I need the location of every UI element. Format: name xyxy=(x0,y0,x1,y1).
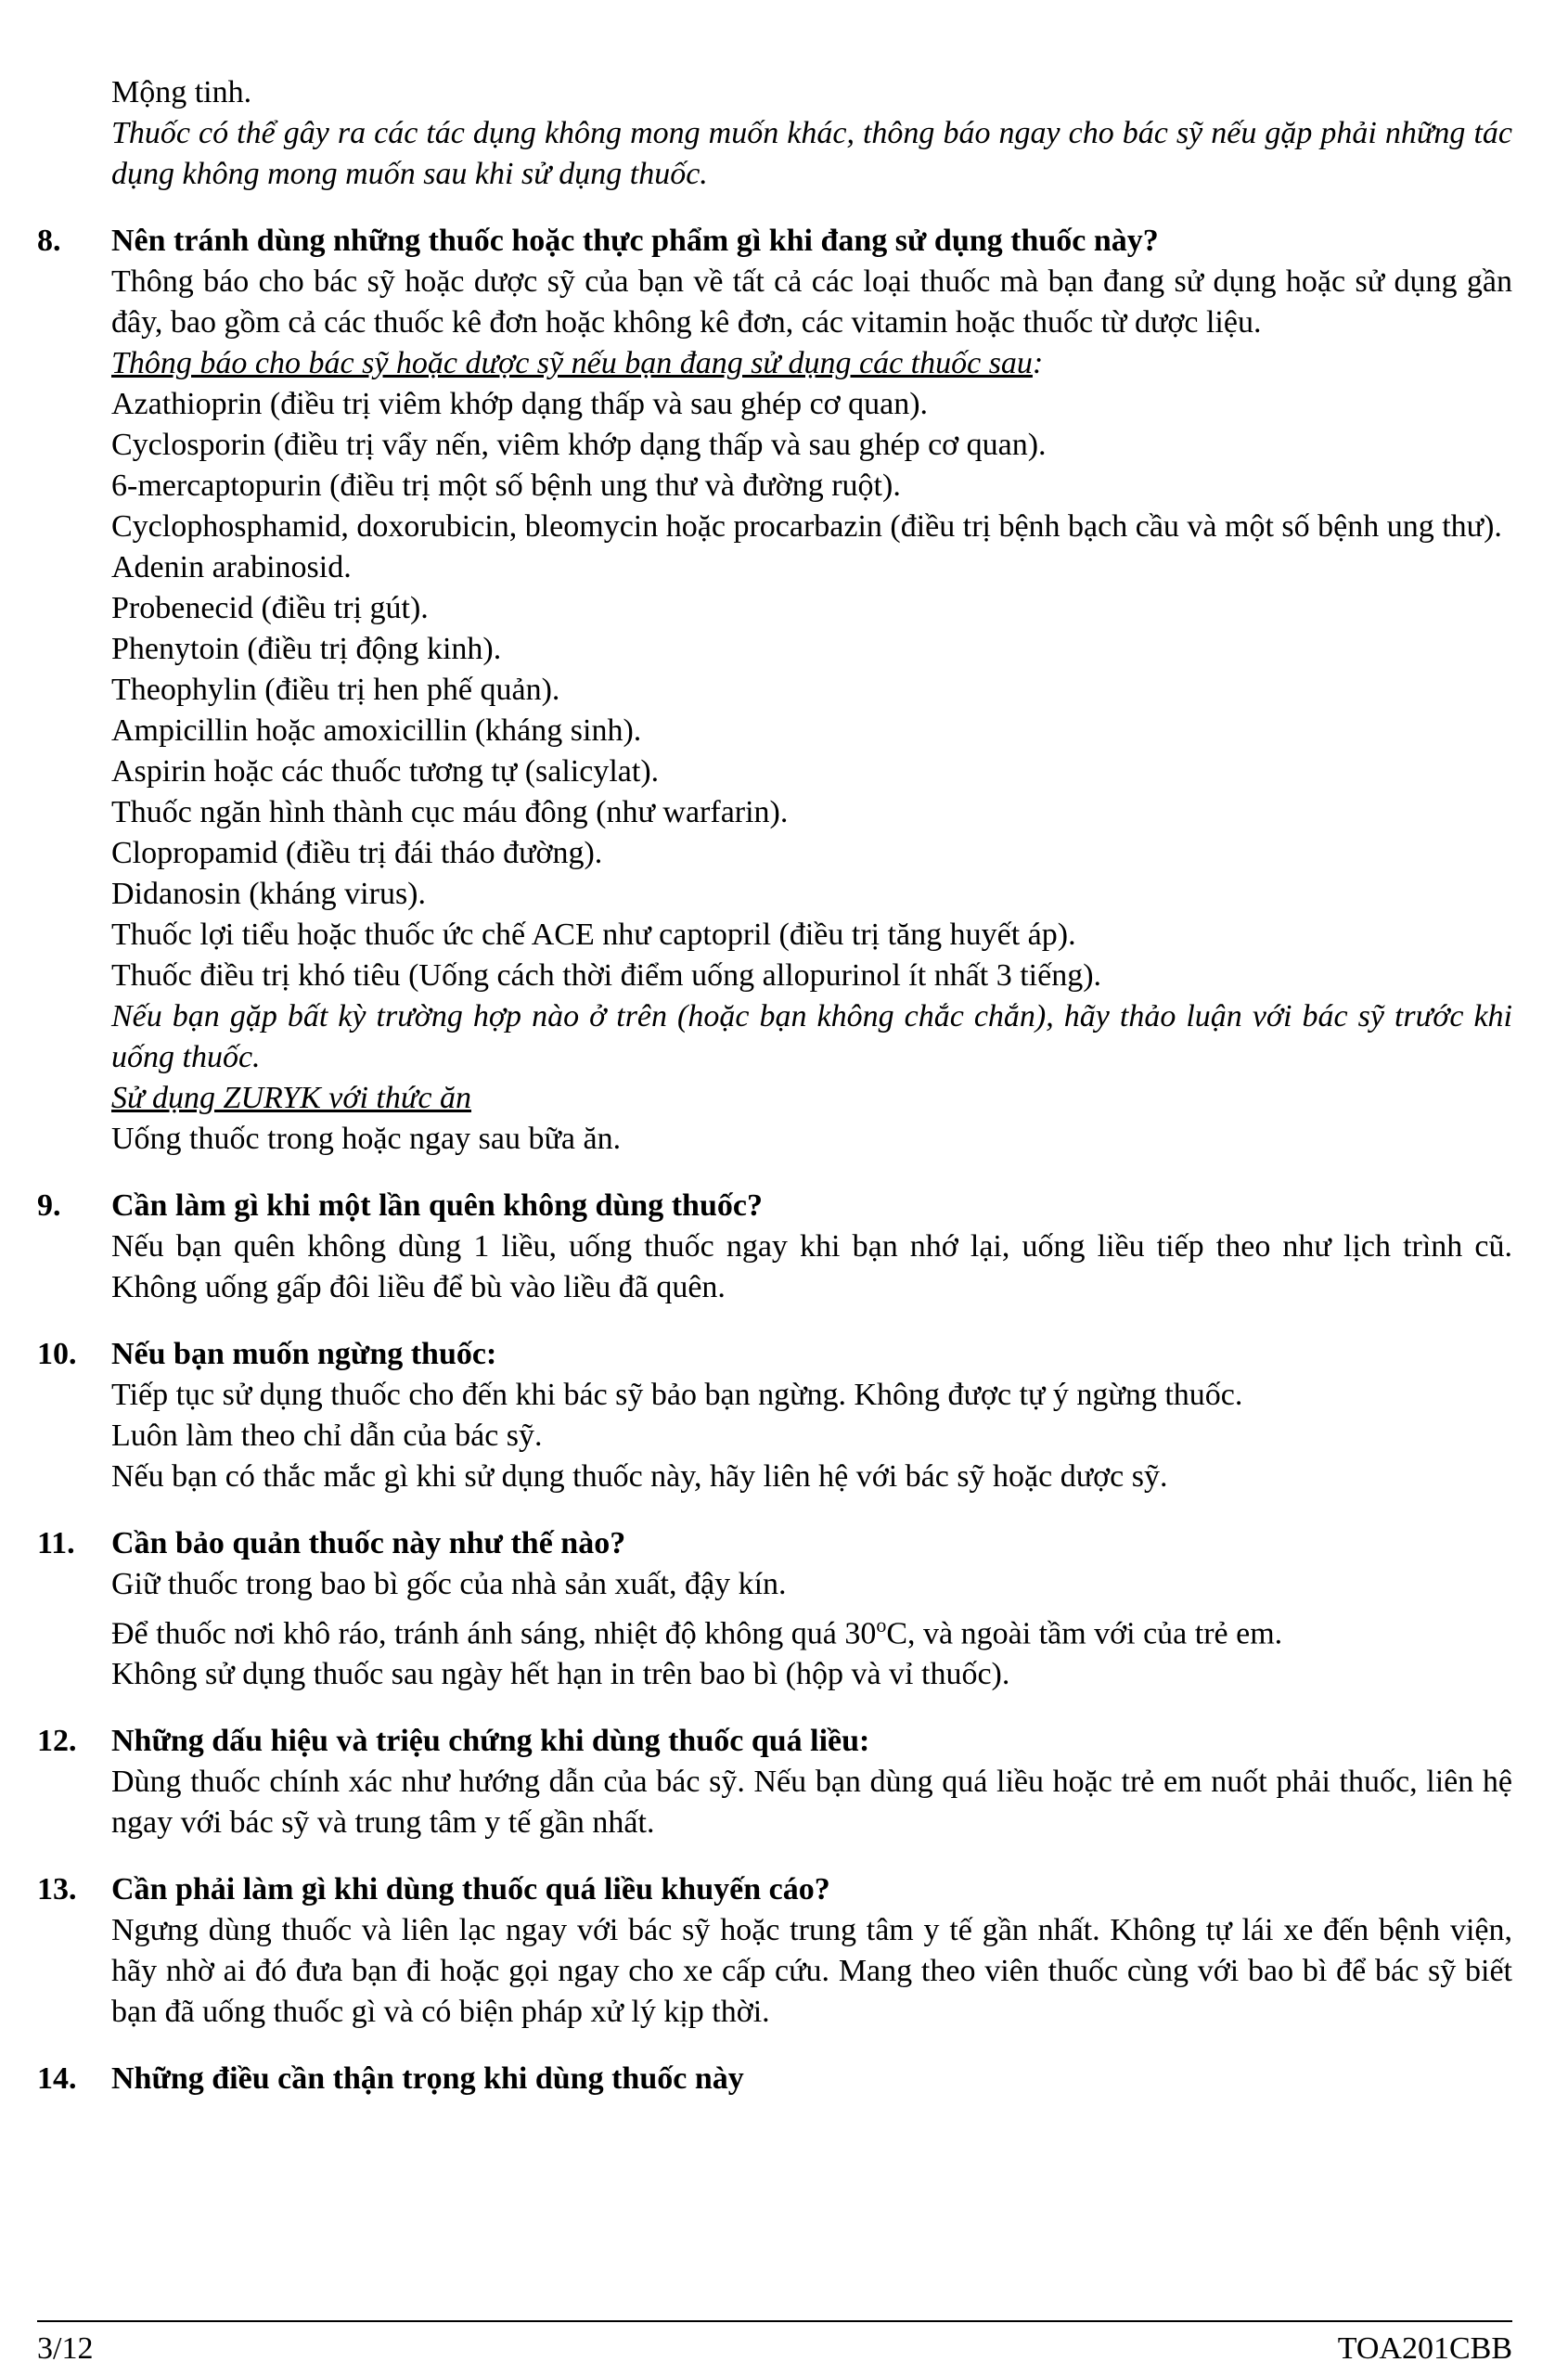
section-12-heading xyxy=(37,1721,1512,1762)
drug-item: Thuốc lợi tiểu hoặc thuốc ức chế ACE như captopril (điều trị tăng huyết áp). xyxy=(111,918,1076,952)
section-11-paragraph: Giữ thuốc trong bao bì gốc của nhà sản xuất, đậy kín. xyxy=(111,1567,787,1601)
section-9-heading xyxy=(37,1186,1512,1226)
section-8-subheading-food xyxy=(37,1078,1512,1119)
drug-item: Phenytoin (điều trị động kinh). xyxy=(111,632,502,666)
drug-item: Azathioprin (điều trị viêm khớp dạng thấp và sau ghép cơ quan). xyxy=(111,387,929,421)
section-11-paragraph: Không sử dụng thuốc sau ngày hết hạn in trên bao bì (hộp và vỉ thuốc). xyxy=(111,1657,1010,1692)
drug-item: Theophylin (điều trị hen phế quản). xyxy=(111,673,560,707)
drug-item: Probenecid (điều trị gút). xyxy=(111,591,429,625)
subheading-colon: : xyxy=(1032,346,1044,380)
section-13-paragraph: Ngưng dùng thuốc và liên lạc ngay với bác sỹ hoặc trung tâm y tế gần nhất. Không tự lái xe đến bệnh viện, hãy nhờ ai đó đưa bạn đi hoặc gọi ngay cho xe cấp cứu. Mang theo viên thuốc cùng với bao bì để bác sỹ biết bạn đã uống thuốc gì và có biện pháp xử lý kịp thời. xyxy=(111,1913,1512,2030)
section-12-paragraph: Dùng thuốc chính xác như hướng dẫn của bác sỹ. Nếu bạn dùng quá liều hoặc trẻ em nuốt phải thuốc, liên hệ ngay với bác sỹ và trung tâm y tế gần nhất. xyxy=(111,1765,1512,1841)
subheading-text: Sử dụng ZURYK với thức ăn xyxy=(111,1081,472,1115)
section-number: 10. xyxy=(37,1337,77,1371)
degree-superscript: o xyxy=(876,1613,887,1637)
drug-item: Ampicillin hoặc amoxicillin (kháng sinh). xyxy=(111,713,642,748)
section-10-paragraph: Tiếp tục sử dụng thuốc cho đến khi bác sỹ bảo bạn ngừng. Không được tự ý ngừng thuốc. xyxy=(111,1378,1243,1412)
section-10-paragraph: Luôn làm theo chỉ dẫn của bác sỹ. xyxy=(111,1419,543,1453)
drug-item: Thuốc điều trị khó tiêu (Uống cách thời điểm uống allopurinol ít nhất 3 tiếng). xyxy=(111,958,1102,993)
document-page xyxy=(37,72,1512,2099)
section-8-heading xyxy=(37,221,1512,262)
section-title: Nếu bạn muốn ngừng thuốc: xyxy=(111,1337,497,1371)
drug-item: Adenin arabinosid. xyxy=(111,550,352,584)
section-title: Những dấu hiệu và triệu chứng khi dùng thuốc quá liều: xyxy=(111,1724,870,1759)
drug-item: Thuốc ngăn hình thành cục máu đông (như warfarin). xyxy=(111,795,789,829)
storage-text-b: C, và ngoài tầm với của trẻ em. xyxy=(886,1616,1283,1651)
section-number: 12. xyxy=(37,1724,77,1759)
section-title: Cần bảo quản thuốc này như thế nào? xyxy=(111,1526,626,1560)
section-10-heading xyxy=(37,1334,1512,1375)
subheading-text: Thông báo cho bác sỹ hoặc dược sỹ nếu bạn đang sử dụng các thuốc sau xyxy=(111,346,1033,380)
section-title: Nên tránh dùng những thuốc hoặc thực phẩm gì khi đang sử dụng thuốc này? xyxy=(111,224,1159,258)
intro-line: Mộng tinh. xyxy=(111,75,252,109)
section-10-paragraph: Nếu bạn có thắc mắc gì khi sử dụng thuốc này, hãy liên hệ với bác sỹ hoặc dược sỹ. xyxy=(111,1459,1168,1494)
section-14-heading xyxy=(37,2059,1512,2099)
drug-item: Cyclophosphamid, doxorubicin, bleomycin hoặc procarbazin (điều trị bệnh bạch cầu và một số bệnh ung thư). xyxy=(111,509,1502,544)
section-title: Cần phải làm gì khi dùng thuốc quá liều khuyến cáo? xyxy=(111,1872,830,1907)
drug-item: Didanosin (kháng virus). xyxy=(111,877,427,911)
section-8-paragraph: Thông báo cho bác sỹ hoặc dược sỹ của bạn về tất cả các loại thuốc mà bạn đang sử dụng hoặc sử dụng gần đây, bao gồm cả các thuốc kê đơn hoặc không kê đơn, các vitamin hoặc thuốc từ dược liệu. xyxy=(111,264,1512,340)
document-code: TOA201CBB xyxy=(1337,2331,1512,2366)
page-footer xyxy=(37,2329,1512,2369)
intro-note: Thuốc có thể gây ra các tác dụng không mong muốn khác, thông báo ngay cho bác sỹ nếu gặp phải những tác dụng không mong muốn sau khi sử dụng thuốc. xyxy=(111,116,1512,191)
section-number: 9. xyxy=(37,1188,61,1223)
section-8-subheading xyxy=(37,343,1512,384)
section-8-note: Nếu bạn gặp bất kỳ trường hợp nào ở trên (hoặc bạn không chắc chắn), hãy thảo luận với bác sỹ trước khi uống thuốc. xyxy=(111,999,1512,1074)
page-number: 3/12 xyxy=(37,2331,94,2366)
section-title: Cần làm gì khi một lần quên không dùng thuốc? xyxy=(111,1188,763,1223)
drug-item: Aspirin hoặc các thuốc tương tự (salicylat). xyxy=(111,754,660,789)
section-13-heading xyxy=(37,1869,1512,1910)
section-9-paragraph: Nếu bạn quên không dùng 1 liều, uống thuốc ngay khi bạn nhớ lại, uống liều tiếp theo như lịch trình cũ. Không uống gấp đôi liều để bù vào liều đã quên. xyxy=(111,1229,1512,1304)
section-11-storage-paragraph xyxy=(37,1605,1512,1654)
drug-item: Clopropamid (điều trị đái tháo đường). xyxy=(111,836,603,870)
section-number: 13. xyxy=(37,1872,77,1907)
section-8-food-paragraph: Uống thuốc trong hoặc ngay sau bữa ăn. xyxy=(111,1122,622,1156)
drug-item: 6-mercaptopurin (điều trị một số bệnh ung thư và đường ruột). xyxy=(111,469,901,503)
section-number: 8. xyxy=(37,224,61,258)
storage-text-a: Để thuốc nơi khô ráo, tránh ánh sáng, nhiệt độ không quá 30 xyxy=(111,1616,877,1651)
section-title: Những điều cần thận trọng khi dùng thuốc này xyxy=(111,2061,744,2097)
section-number: 11. xyxy=(37,1526,75,1560)
section-number: 14. xyxy=(37,2061,77,2097)
footer-divider xyxy=(37,2320,1512,2322)
drug-item: Cyclosporin (điều trị vẩy nến, viêm khớp dạng thấp và sau ghép cơ quan). xyxy=(111,428,1047,462)
section-11-heading xyxy=(37,1523,1512,1564)
